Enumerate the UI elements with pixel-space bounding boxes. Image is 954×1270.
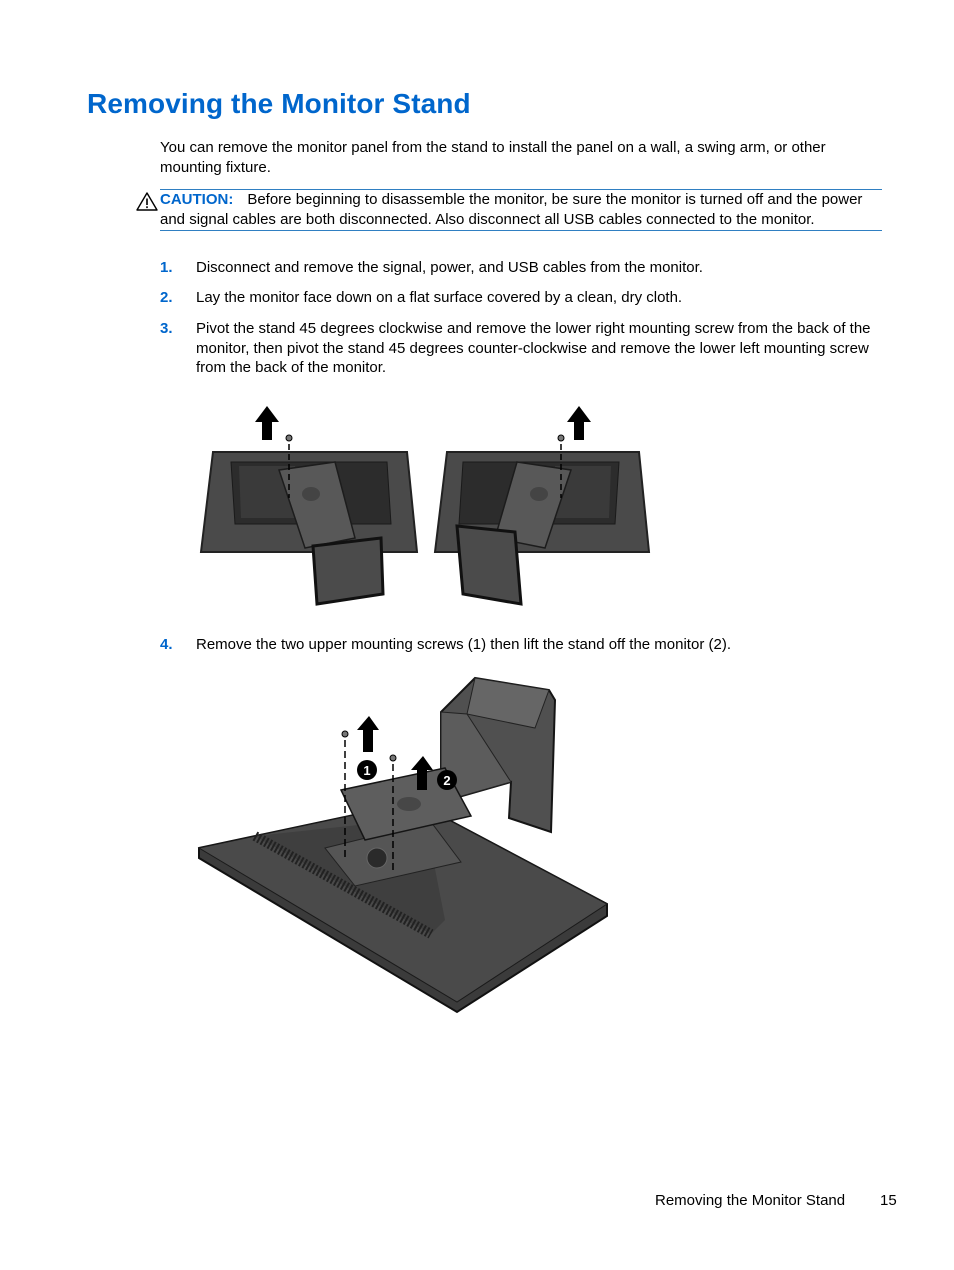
figure-lift-stand (195, 672, 615, 1018)
svg-text:1: 1 (363, 763, 371, 778)
warning-triangle-icon (136, 192, 158, 211)
page-number: 15 (880, 1192, 897, 1209)
callout-1 (357, 760, 377, 780)
caution-label: CAUTION: (160, 191, 234, 208)
footer-section-title: Removing the Monitor Stand (655, 1192, 846, 1209)
lift-arrow-icon (357, 716, 379, 752)
figure-pivot-stand (195, 398, 657, 608)
callout-2 (437, 770, 457, 790)
step-number: 1. (160, 259, 173, 276)
monitor-back-left (201, 406, 417, 604)
step-text: Lay the monitor face down on a flat surface covered by a clean, dry cloth. (196, 289, 683, 306)
lift-arrow-icon (567, 406, 591, 440)
caution-box (160, 189, 882, 231)
step-number: 4. (160, 636, 173, 653)
lift-arrow-icon (255, 406, 279, 440)
step-1 (160, 258, 882, 278)
step-number: 3. (160, 320, 173, 337)
step-text: Remove the two upper mounting screws (1) then lift the stand off the monitor (2). (196, 636, 731, 653)
step-3 (160, 319, 882, 378)
monitor-back-right (435, 406, 649, 604)
step-text: Pivot the stand 45 degrees clockwise and remove the lower right mounting screw from the back of the monitor, then pivot the stand 45 degrees counter-clockwise and remove the lower left mounting screw from the back of the monitor. (196, 320, 871, 376)
step-4 (160, 635, 882, 655)
caution-text: Before beginning to disassemble the monitor, be sure the monitor is turned off and the power and signal cables are both disconnected. Also disconnect all USB cables connected to the monitor. (160, 191, 863, 228)
svg-text:2: 2 (443, 773, 451, 788)
step-2 (160, 288, 882, 308)
step-number: 2. (160, 289, 173, 306)
intro-paragraph: You can remove the monitor panel from the stand to install the panel on a wall, a swing arm, or other mounting fixture. (160, 139, 826, 176)
page-title: Removing the Monitor Stand (87, 88, 471, 119)
step-text: Disconnect and remove the signal, power, and USB cables from the monitor. (196, 259, 703, 276)
